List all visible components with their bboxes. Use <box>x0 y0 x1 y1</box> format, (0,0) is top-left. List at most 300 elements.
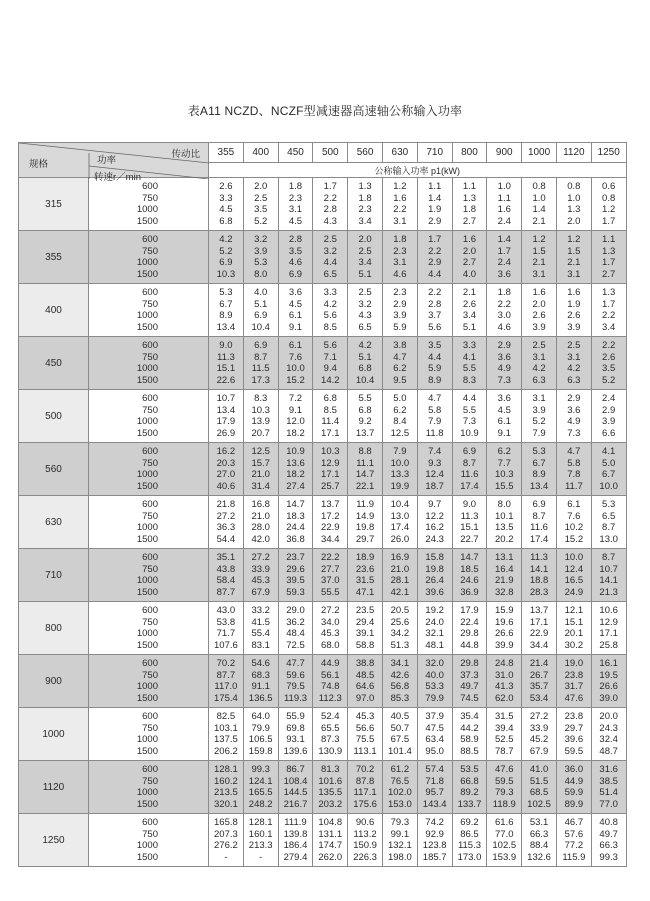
power-value: 38.5 <box>599 775 618 787</box>
power-value: 14.1 <box>599 575 618 586</box>
power-value: 139.8 <box>283 828 308 840</box>
power-value: 49.7 <box>599 828 618 840</box>
power-value: 1.6 <box>393 192 407 204</box>
power-value: 7.3 <box>567 427 581 439</box>
speed-value: 750 <box>142 457 158 469</box>
speed-value: 600 <box>142 181 158 192</box>
power-value: 39.6 <box>425 586 444 598</box>
power-value: 3.2 <box>323 245 337 257</box>
power-cell <box>278 814 313 867</box>
power-value: 6.8 <box>219 215 233 227</box>
table-row <box>19 443 627 496</box>
power-value: 10.1 <box>495 510 514 522</box>
ratio-header: 800 <box>452 143 487 163</box>
power-value: 14.7 <box>286 499 305 510</box>
power-value: 6.9 <box>532 499 546 510</box>
power-value: 13.1 <box>495 552 514 563</box>
power-value: 32.0 <box>425 658 444 669</box>
power-cell <box>313 178 348 231</box>
power-value: 17.1 <box>321 469 340 480</box>
power-value: 87.7 <box>216 586 236 598</box>
power-value: 10.3 <box>495 469 514 480</box>
power-value: 14.9 <box>355 510 375 522</box>
power-value: 2.1 <box>532 215 546 227</box>
header-power-label: 功率 <box>97 155 117 166</box>
power-value: 79.3 <box>390 817 410 828</box>
power-value: 11.4 <box>321 416 340 427</box>
power-cell <box>348 284 383 337</box>
power-value: 3.1 <box>393 215 407 227</box>
power-value: 66.3 <box>529 828 549 840</box>
power-cell <box>487 549 522 602</box>
speed-cell <box>89 655 209 708</box>
power-value: 10.3 <box>216 268 236 280</box>
power-value: 102.5 <box>527 798 551 810</box>
power-value: 45.2 <box>529 734 549 745</box>
power-value: 9.7 <box>428 499 442 510</box>
power-value: 26.6 <box>599 681 618 692</box>
power-value: 112.3 <box>318 692 342 704</box>
speed-cell <box>89 602 209 655</box>
power-value: 55.9 <box>286 711 305 722</box>
power-cell <box>556 284 591 337</box>
power-value: 30.2 <box>564 639 584 651</box>
power-value: 31.7 <box>564 681 584 692</box>
power-value: 61.6 <box>495 817 514 828</box>
power-value: 21.0 <box>390 563 410 575</box>
power-value: 4.7 <box>428 393 442 404</box>
power-cell <box>487 443 522 496</box>
power-value: 1.1 <box>462 181 477 192</box>
power-value: 1.7 <box>602 257 616 268</box>
power-value: 36.8 <box>286 533 305 545</box>
power-value: 101.6 <box>318 775 343 787</box>
power-value: 11.3 <box>530 552 548 563</box>
power-value: 1.0 <box>497 181 511 192</box>
power-value: 4.2 <box>219 234 233 245</box>
power-value: 3.1 <box>532 268 546 280</box>
power-cell <box>382 761 417 814</box>
power-cell <box>591 549 626 602</box>
power-cell <box>591 602 626 655</box>
power-cell <box>348 602 383 655</box>
power-cell <box>278 390 313 443</box>
power-value: 72.5 <box>286 639 305 651</box>
power-value: 132.1 <box>387 840 412 851</box>
power-value: 86.5 <box>460 828 479 840</box>
power-cell <box>348 655 383 708</box>
power-value: 34.4 <box>321 533 340 545</box>
spec-cell: 800 <box>19 602 89 655</box>
speed-value: 750 <box>142 192 158 204</box>
power-value: 2.2 <box>602 310 616 321</box>
power-cell <box>452 443 487 496</box>
power-value: 104.8 <box>318 817 343 828</box>
power-value: 5.1 <box>254 298 268 310</box>
power-value: 13.7 <box>321 499 340 510</box>
speed-value: 600 <box>142 658 158 669</box>
power-value: 115.3 <box>457 840 482 851</box>
power-cell <box>556 814 591 867</box>
power-value: 27.7 <box>321 563 340 575</box>
power-value: 4.4 <box>428 351 442 363</box>
power-value: 7.7 <box>497 457 511 469</box>
power-value: 2.3 <box>393 245 407 257</box>
power-value: 28.0 <box>251 522 270 533</box>
power-value: 3.1 <box>532 351 546 363</box>
power-value: 1.0 <box>532 192 546 204</box>
ratio-header: 1000 <box>522 143 557 163</box>
table-row <box>19 655 627 708</box>
power-value: 88.4 <box>529 840 549 851</box>
power-value: 21.0 <box>251 510 270 522</box>
spec-cell: 355 <box>19 231 89 284</box>
power-value: 3.4 <box>602 321 616 333</box>
power-value: 4.2 <box>532 363 546 374</box>
power-value: 1.2 <box>532 234 546 245</box>
power-value: 117.0 <box>214 681 238 692</box>
speed-value: 750 <box>142 669 158 681</box>
spec-cell: 1250 <box>19 814 89 867</box>
power-cell <box>522 655 557 708</box>
power-value: 5.9 <box>393 321 407 333</box>
power-value: 117.1 <box>353 787 377 798</box>
power-value: 5.2 <box>532 416 546 427</box>
power-value: 18.3 <box>286 510 305 522</box>
power-value: 7.6 <box>288 351 303 363</box>
speed-value: 750 <box>142 351 158 363</box>
power-value: 16.5 <box>564 575 584 586</box>
power-cell <box>417 708 452 761</box>
power-value: 47.5 <box>425 722 444 734</box>
power-value: 6.5 <box>602 510 616 522</box>
power-value: 25.8 <box>599 639 618 651</box>
power-value: 6.1 <box>497 416 511 427</box>
speed-value: 1000 <box>136 469 158 480</box>
table-row <box>19 602 627 655</box>
power-value: 213.3 <box>248 840 273 851</box>
speed-value: 600 <box>142 340 158 351</box>
power-value: 1.7 <box>428 234 442 245</box>
power-cell <box>417 549 452 602</box>
power-value: 85.3 <box>390 692 410 704</box>
speed-cell <box>89 390 209 443</box>
power-value: 29.8 <box>460 658 479 669</box>
power-value: 5.1 <box>358 268 372 280</box>
table-row <box>19 761 627 814</box>
power-cell <box>348 231 383 284</box>
speed-value: 1000 <box>136 204 158 215</box>
power-value: 42.0 <box>251 533 270 545</box>
power-value: 61.2 <box>390 764 410 775</box>
power-value: 10.4 <box>251 321 270 333</box>
power-value: 35.7 <box>529 681 549 692</box>
power-value: 64.0 <box>251 711 270 722</box>
power-cell <box>348 178 383 231</box>
power-value: 136.5 <box>248 692 273 704</box>
power-value: 10.6 <box>599 605 618 616</box>
power-value: 8.0 <box>254 268 268 280</box>
power-value: 4.9 <box>567 416 581 427</box>
power-value: 2.0 <box>254 181 268 192</box>
power-value: 54.6 <box>251 658 270 669</box>
power-cell <box>522 231 557 284</box>
power-value: 12.2 <box>425 510 444 522</box>
power-value: 36.3 <box>216 522 236 533</box>
power-cell <box>522 761 557 814</box>
power-value: 101.4 <box>387 745 412 757</box>
power-cell <box>452 708 487 761</box>
power-value: 51.5 <box>529 775 549 787</box>
power-value: 75.5 <box>355 734 375 745</box>
power-value: 3.5 <box>254 204 268 215</box>
power-value: 32.4 <box>599 734 618 745</box>
power-value: 45.3 <box>251 575 270 586</box>
power-value: 174.7 <box>318 840 343 851</box>
power-value: 9.1 <box>497 427 511 439</box>
power-value: 79.9 <box>425 692 444 704</box>
power-value: 12.5 <box>390 427 410 439</box>
power-value: 92.9 <box>425 828 444 840</box>
speed-value: 1500 <box>136 215 158 227</box>
table-row <box>19 390 627 443</box>
power-value: 27.2 <box>216 510 236 522</box>
power-cell <box>313 496 348 549</box>
power-table <box>18 142 627 867</box>
power-cell <box>382 390 417 443</box>
power-value: 2.5 <box>254 192 268 204</box>
speed-value: 750 <box>142 616 158 628</box>
power-value: 6.5 <box>323 268 337 280</box>
power-value: 5.8 <box>428 404 442 416</box>
power-value: 12.1 <box>564 605 584 616</box>
power-value: 7.4 <box>428 446 442 457</box>
power-cell <box>417 602 452 655</box>
power-cell <box>243 337 278 390</box>
power-cell <box>243 814 278 867</box>
power-value: 3.5 <box>602 363 616 374</box>
power-value: 50.7 <box>390 722 410 734</box>
speed-value: 600 <box>142 711 158 722</box>
power-cell <box>556 443 591 496</box>
power-value: 3.4 <box>358 257 372 268</box>
power-value: 24.3 <box>425 533 444 545</box>
power-cell <box>487 655 522 708</box>
power-value: 24.8 <box>495 658 514 669</box>
power-value: 139.6 <box>283 745 308 757</box>
power-value: 124.1 <box>248 775 273 787</box>
power-cell <box>278 549 313 602</box>
power-value: 6.2 <box>393 404 407 416</box>
power-value: 17.1 <box>321 427 340 439</box>
power-cell <box>243 761 278 814</box>
power-value: 23.5 <box>355 605 375 616</box>
power-value: 3.8 <box>393 340 407 351</box>
power-value: 19.0 <box>564 658 584 669</box>
power-value: 3.9 <box>567 321 581 333</box>
power-value: 21.8 <box>216 499 236 510</box>
power-value: 1.8 <box>358 192 372 204</box>
power-value: 17.3 <box>251 374 270 386</box>
power-cell <box>209 443 244 496</box>
power-value: 5.5 <box>462 404 477 416</box>
speed-value: 600 <box>142 764 158 775</box>
power-value: 5.0 <box>602 457 616 469</box>
power-value: 2.6 <box>462 298 477 310</box>
power-value: 55.5 <box>321 586 340 598</box>
power-value: 5.3 <box>532 446 546 457</box>
power-value: 1.6 <box>532 287 546 298</box>
power-cell <box>313 284 348 337</box>
header-speed-label: 转速r／min <box>94 172 141 183</box>
power-value: 71.7 <box>216 628 236 639</box>
power-cell <box>487 814 522 867</box>
power-value: 24.9 <box>564 586 584 598</box>
speed-cell <box>89 231 209 284</box>
power-value: 2.9 <box>428 257 442 268</box>
power-value: 77.0 <box>495 828 514 840</box>
power-value: 95.0 <box>425 745 444 757</box>
power-value: 70.2 <box>355 764 375 775</box>
power-cell <box>522 549 557 602</box>
power-value: - <box>259 851 263 863</box>
power-value: 31.5 <box>355 575 375 586</box>
speed-value: 1500 <box>136 851 158 863</box>
power-cell <box>487 178 522 231</box>
power-value: 320.1 <box>214 798 238 810</box>
speed-value: 1000 <box>136 840 158 851</box>
table-row <box>19 178 627 231</box>
power-cell <box>417 496 452 549</box>
power-value: 5.6 <box>428 321 442 333</box>
power-cell <box>556 549 591 602</box>
power-cell <box>591 708 626 761</box>
power-cell <box>313 814 348 867</box>
power-value: 49.7 <box>460 681 479 692</box>
spec-cell: 315 <box>19 178 89 231</box>
ratio-header: 630 <box>382 143 417 163</box>
power-value: 90.6 <box>355 817 375 828</box>
power-value: 4.2 <box>323 298 337 310</box>
power-value: 6.9 <box>219 257 233 268</box>
power-value: 10.3 <box>321 446 340 457</box>
speed-value: 600 <box>142 393 158 404</box>
power-value: 5.2 <box>602 374 616 386</box>
power-value: 5.2 <box>219 245 233 257</box>
power-value: 10.7 <box>216 393 236 404</box>
power-value: 4.5 <box>497 404 511 416</box>
speed-value: 1500 <box>136 427 158 439</box>
power-value: 37.0 <box>321 575 340 586</box>
power-value: 41.0 <box>529 764 549 775</box>
power-value: 0.8 <box>567 181 581 192</box>
power-value: 1.9 <box>567 298 581 310</box>
power-value: 39.1 <box>355 628 375 639</box>
power-value: 53.8 <box>216 616 236 628</box>
power-value: 2.2 <box>323 192 337 204</box>
power-value: 2.6 <box>532 310 546 321</box>
power-value: 1.6 <box>567 287 581 298</box>
power-cell <box>313 761 348 814</box>
power-value: 45.3 <box>355 711 375 722</box>
power-value: 15.1 <box>564 616 584 628</box>
power-cell <box>556 178 591 231</box>
power-value: 1.1 <box>428 181 442 192</box>
power-value: 15.9 <box>495 605 514 616</box>
power-value: 7.9 <box>532 427 546 439</box>
power-value: 79.3 <box>495 787 514 798</box>
power-value: 3.4 <box>358 215 372 227</box>
power-value: 143.4 <box>422 798 447 810</box>
power-value: 39.4 <box>495 722 514 734</box>
power-value: 8.5 <box>323 321 337 333</box>
power-value: 22.6 <box>216 374 236 386</box>
power-cell <box>278 231 313 284</box>
power-value: 3.9 <box>532 321 546 333</box>
power-value: 3.9 <box>393 310 407 321</box>
speed-value: 1000 <box>136 522 158 533</box>
power-value: 26.7 <box>529 669 549 681</box>
power-value: 13.4 <box>216 404 236 416</box>
power-cell <box>417 814 452 867</box>
power-value: 26.9 <box>216 427 236 439</box>
power-value: 137.5 <box>214 734 238 745</box>
power-cell <box>313 390 348 443</box>
power-value: 14.7 <box>355 469 375 480</box>
power-value: 2.2 <box>393 204 407 215</box>
speed-cell <box>89 814 209 867</box>
power-value: 2.5 <box>358 287 372 298</box>
power-cell <box>417 761 452 814</box>
power-value: 153.0 <box>387 798 412 810</box>
power-cell <box>348 549 383 602</box>
power-value: 55.4 <box>251 628 270 639</box>
power-value: 3.6 <box>497 351 511 363</box>
power-cell <box>209 390 244 443</box>
power-value: 1.8 <box>462 204 477 215</box>
power-value: 48.4 <box>286 628 305 639</box>
power-cell <box>382 443 417 496</box>
speed-value: 750 <box>142 298 158 310</box>
power-value: 3.1 <box>532 393 546 404</box>
power-cell <box>243 178 278 231</box>
power-value: 1.0 <box>567 192 581 204</box>
power-cell <box>209 602 244 655</box>
power-value: 111.9 <box>284 817 307 828</box>
power-value: 1.3 <box>358 181 372 192</box>
table-row <box>19 496 627 549</box>
power-value: 88.5 <box>460 745 479 757</box>
spec-cell: 450 <box>19 337 89 390</box>
power-value: 8.7 <box>254 351 268 363</box>
power-cell <box>591 284 626 337</box>
power-value: 160.2 <box>214 775 238 787</box>
ratio-header: 1120 <box>556 143 591 163</box>
power-value: 59.5 <box>564 745 584 757</box>
power-value: 18.9 <box>355 552 375 563</box>
power-cell <box>382 655 417 708</box>
power-value: 37.3 <box>460 669 479 681</box>
power-value: 2.9 <box>393 298 407 310</box>
power-value: 2.9 <box>497 340 511 351</box>
power-value: 95.7 <box>425 787 444 798</box>
power-value: 216.7 <box>283 798 308 810</box>
power-value: 3.6 <box>567 404 581 416</box>
power-value: 3.3 <box>323 287 337 298</box>
power-value: 12.9 <box>599 616 618 628</box>
power-table-wrapper <box>18 142 627 867</box>
power-value: 5.5 <box>358 393 372 404</box>
